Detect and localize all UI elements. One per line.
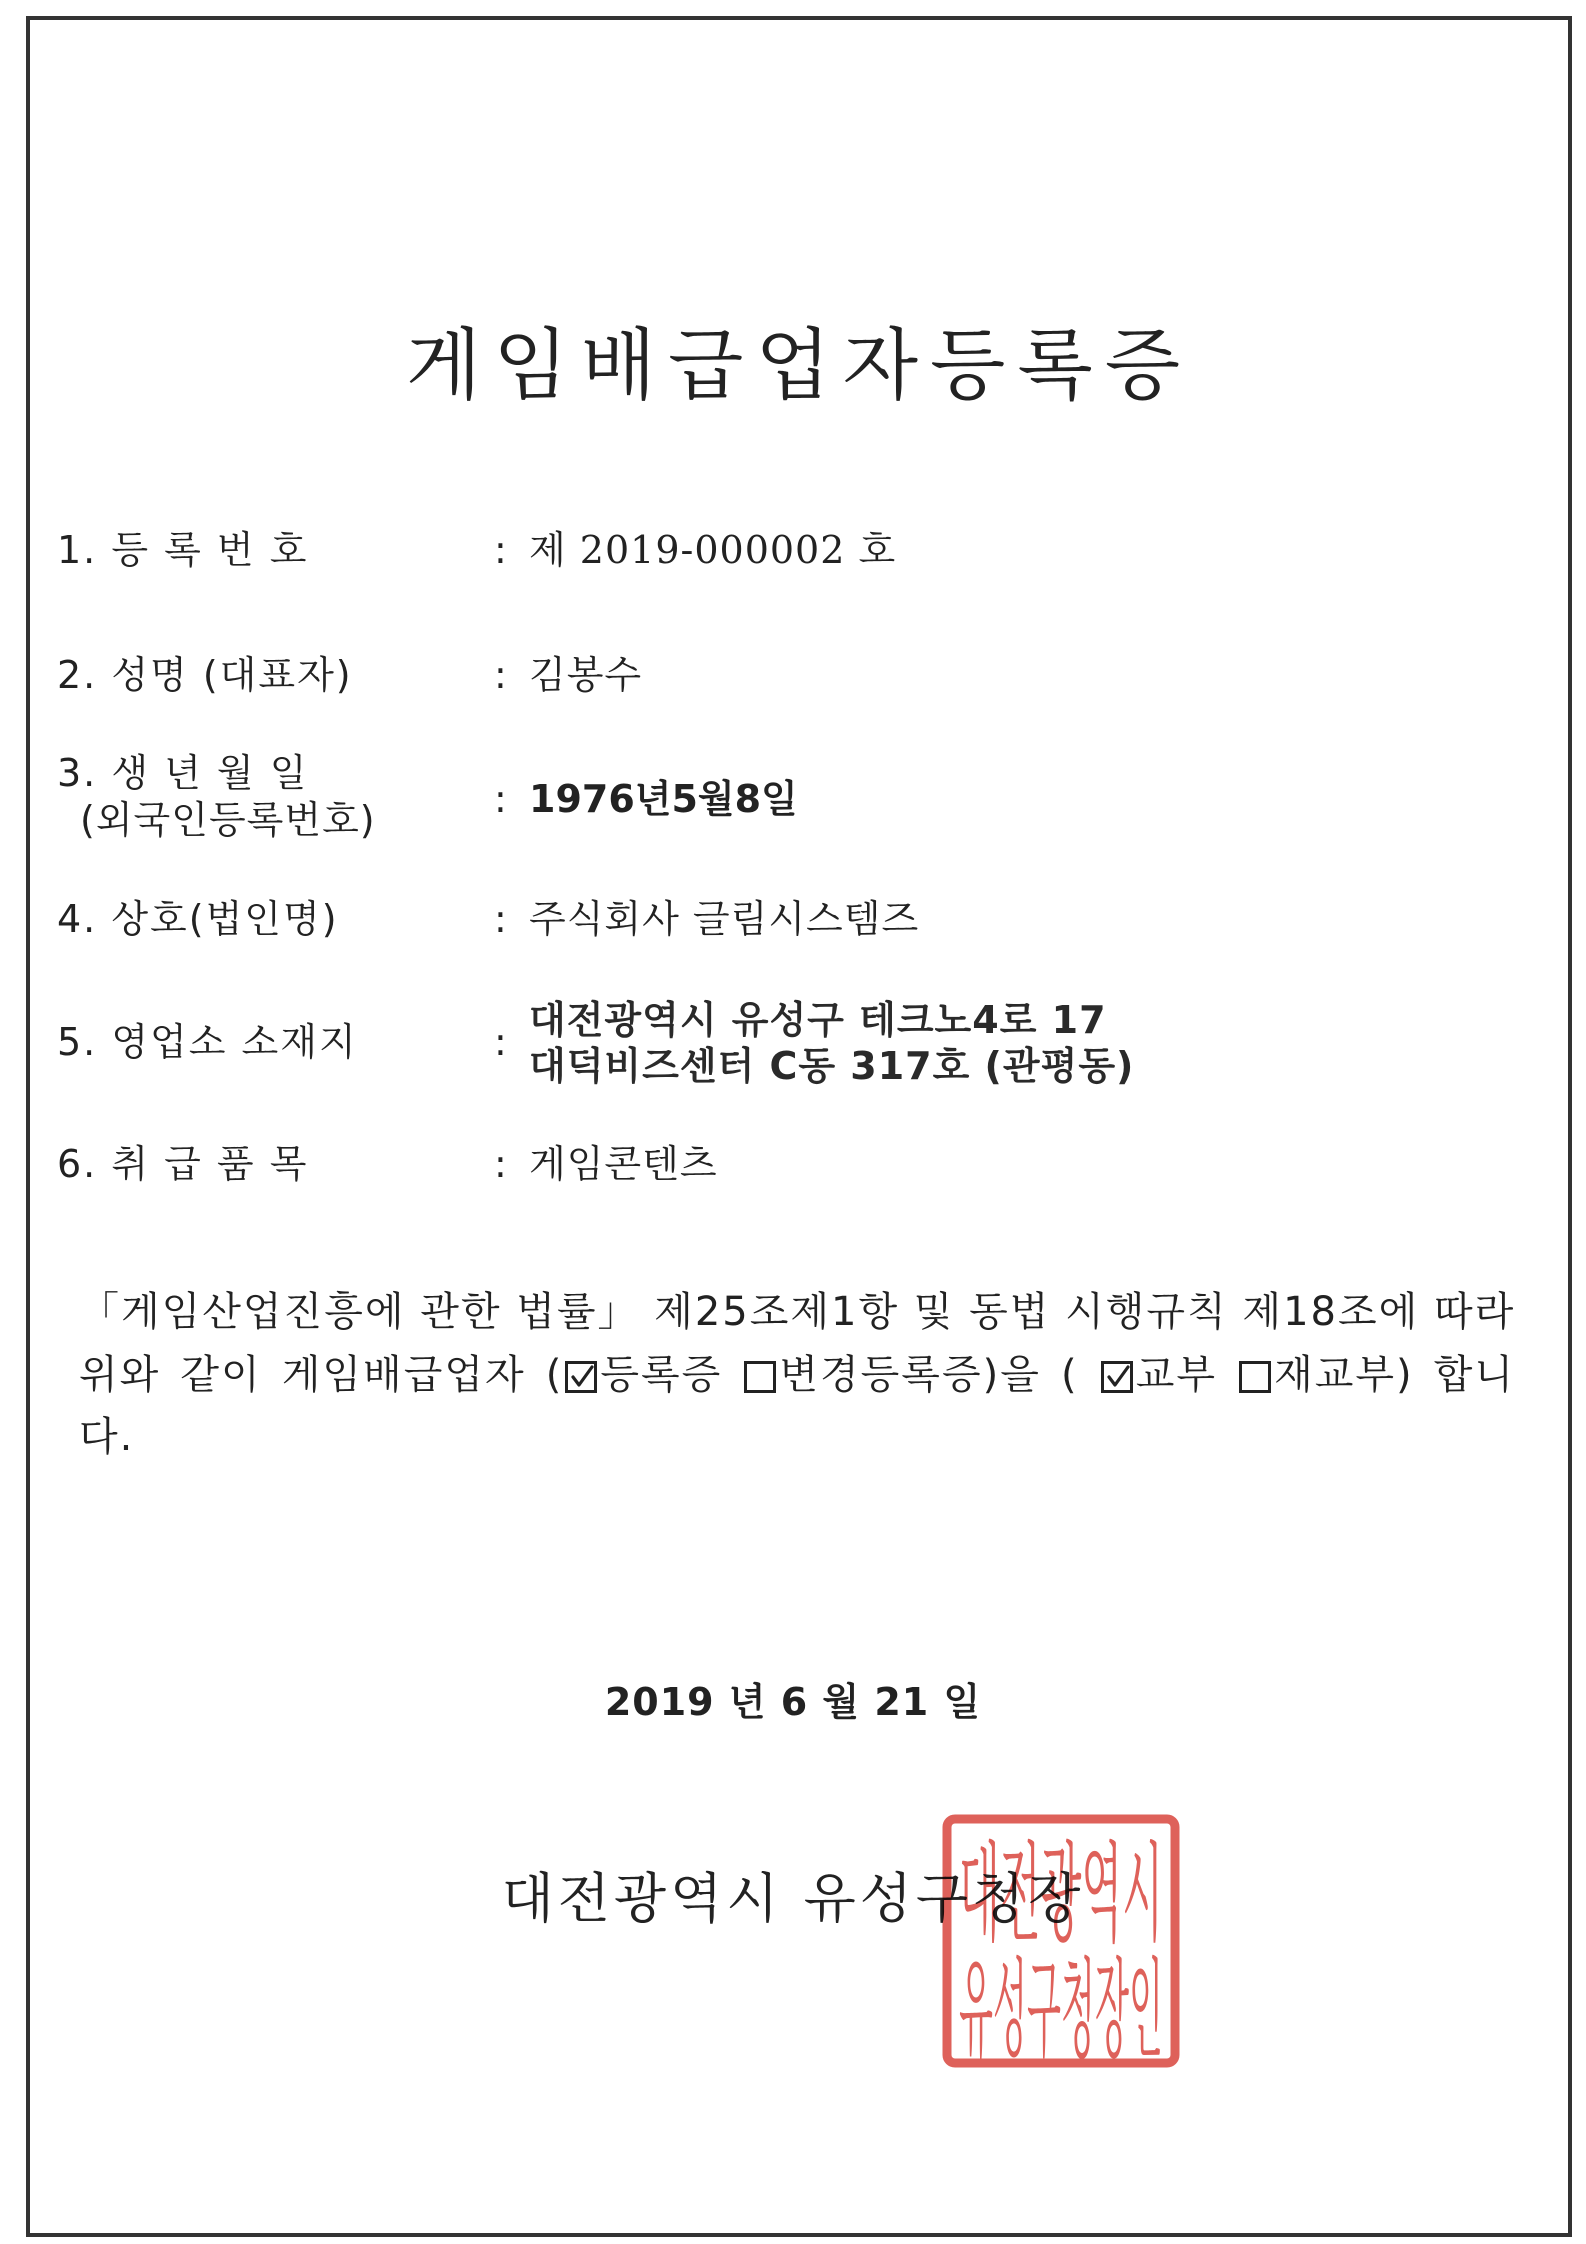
field-value: 제 2019-000002 호 bbox=[529, 528, 897, 572]
issuer-name: 대전광역시 유성구청장 bbox=[501, 1867, 1085, 1930]
field-label: 6. 취 급 품 목 bbox=[57, 1142, 309, 1186]
field-value: 게임콘텐츠 bbox=[529, 1142, 718, 1186]
statement-text: ) 합니 bbox=[1396, 1352, 1516, 1398]
statement-line-3: 다. bbox=[79, 1414, 135, 1460]
field-colon: : bbox=[494, 897, 507, 941]
field-label: 1. 등 록 번 호 bbox=[57, 528, 309, 572]
field-handled-items bbox=[0, 1139, 1586, 1189]
certificate-title: 게임배급업자등록증 bbox=[405, 321, 1193, 411]
field-sub-label: (외국인등록번호) bbox=[80, 798, 376, 842]
statement-line-2 bbox=[79, 1344, 1515, 1406]
statement-text: 위와 같이 게임배급업자 ( bbox=[79, 1352, 564, 1398]
checkbox-registration bbox=[565, 1361, 597, 1393]
issue-date: 2019 년 6 월 21 일 bbox=[604, 1680, 982, 1724]
checkmark-icon bbox=[1105, 1364, 1131, 1390]
field-colon: : bbox=[494, 1020, 507, 1064]
field-value-line2: 대덕비즈센터 C동 317호 (관평동) bbox=[529, 1044, 1135, 1088]
option-label-reissue: 재교부 bbox=[1274, 1352, 1397, 1398]
field-colon: : bbox=[494, 777, 507, 821]
official-seal bbox=[941, 1813, 1181, 2073]
option-label-issue: 교부 bbox=[1135, 1352, 1217, 1398]
option-label-registration: 등록증 bbox=[600, 1352, 723, 1398]
checkbox-change-registration bbox=[744, 1361, 776, 1393]
field-value: 주식회사 글림시스템즈 bbox=[529, 897, 920, 941]
statement-line-1: 「게임산업진흥에 관한 법률」 제25조제1항 및 동법 시행규칙 제18조에 따라 bbox=[79, 1289, 1516, 1335]
field-representative-name bbox=[0, 650, 1586, 700]
field-value-line1: 대전광역시 유성구 테크노4로 17 bbox=[529, 998, 1107, 1042]
seal-text-top: 대전광역시 bbox=[959, 1832, 1163, 1957]
checkmark-icon bbox=[569, 1364, 595, 1390]
seal-text-bottom: 유성구청장인 bbox=[959, 1948, 1163, 2073]
field-registration-number bbox=[0, 525, 1586, 575]
option-label-change-registration: 변경등록증 bbox=[779, 1352, 983, 1398]
field-label: 3. 생 년 월 일 bbox=[57, 751, 309, 795]
field-value: 김봉수 bbox=[529, 653, 643, 697]
field-label: 2. 성명 (대표자) bbox=[57, 653, 353, 697]
field-birth-date bbox=[0, 748, 1586, 848]
field-company-name bbox=[0, 894, 1586, 944]
field-business-address bbox=[0, 995, 1586, 1091]
field-colon: : bbox=[494, 528, 507, 572]
field-colon: : bbox=[494, 653, 507, 697]
field-label: 5. 영업소 소재지 bbox=[57, 1020, 358, 1064]
checkbox-issue bbox=[1101, 1361, 1133, 1393]
field-value: 1976년5월8일 bbox=[529, 777, 798, 821]
checkbox-reissue bbox=[1239, 1361, 1271, 1393]
field-colon: : bbox=[494, 1142, 507, 1186]
field-label: 4. 상호(법인명) bbox=[57, 897, 339, 941]
statement-text: )을 ( bbox=[982, 1352, 1079, 1398]
